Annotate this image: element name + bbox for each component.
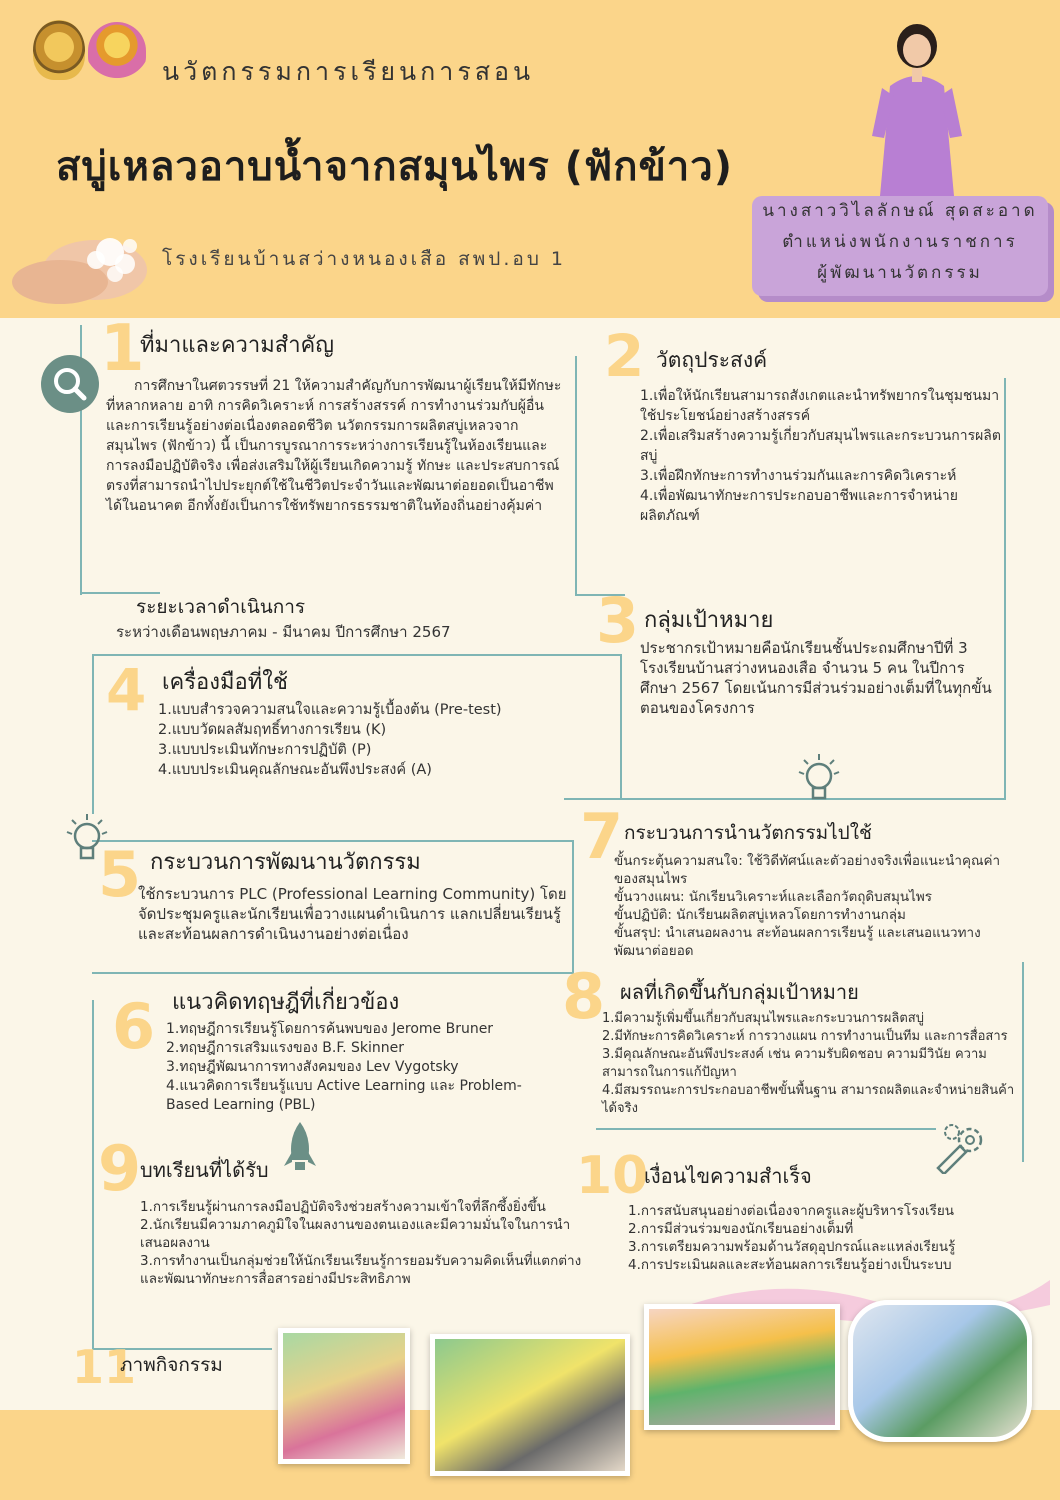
list-item: ขั้นกระตุ้นความสนใจ: ใช้วิดีทัศน์และตัวอย่างจริงเพื่อแนะนำคุณค่าของสมุนไพร [614, 853, 1001, 887]
list-item: ขั้นปฏิบัติ: นักเรียนผลิตสบู่เหลวโดยการทำงานกลุ่ม [614, 907, 906, 923]
list-item: 1.การเรียนรู้ผ่านการลงมือปฏิบัติจริงช่วยสร้างความเข้าใจที่ลึกซึ้งยิ่งขึ้น [140, 1199, 546, 1215]
soap-hands-illustration [0, 212, 160, 312]
section-number: 3 [596, 584, 640, 657]
author-portrait [862, 16, 972, 198]
list-item: 2.ทฤษฎีการเสริมแรงของ B.F. Skinner [166, 1040, 405, 1056]
page-title: สบู่เหลวอาบน้ำจากสมุนไพร (ฟักข้าว) [56, 144, 733, 190]
list-item: 1.มีความรู้เพิ่มขึ้นเกี่ยวกับสมุนไพรและกระบวนการผลิตสบู่ [602, 1011, 924, 1026]
divider-line [572, 840, 574, 972]
divider-line [92, 972, 574, 974]
section-body: ใช้กระบวนการ PLC (Professional Learning Community) โดยจัดประชุมครูและนักเรียนเพื่อวางแผนดำเนินการ แลกเปลี่ยนเรียนรู้ และสะท้อนผลการดำเนินงานอย่างต่อเนื่อง [138, 885, 567, 943]
list-item: 3.แบบประเมินทักษะการปฏิบัติ (P) [158, 742, 372, 758]
list-item: 3.การทำงานเป็นกลุ่มช่วยให้นักเรียนเรียนรู้การยอมรับความคิดเห็นที่แตกต่าง และพัฒนาทักษะการสื่อสารอย่างมีประสิทธิภาพ [140, 1253, 582, 1287]
list-item: ขั้นวางแผน: นักเรียนวิเคราะห์และเลือกวัตถุดิบสมุนไพร [614, 889, 933, 905]
activity-photo [430, 1334, 630, 1476]
section-title: เงื่อนไขความสำเร็จ [644, 1164, 812, 1188]
section-number: 11 [72, 1340, 137, 1394]
divider-line [92, 840, 572, 842]
objectives-list [640, 386, 1008, 526]
header-subtitle: นวัตกรรมการเรียนการสอน [162, 57, 535, 86]
section-number: 10 [576, 1146, 649, 1206]
lessons-list [140, 1198, 590, 1288]
activity-photo [278, 1328, 410, 1464]
author-position: ตำแหน่งพนักงานราชการ [782, 232, 1018, 252]
section-number: 4 [106, 656, 147, 724]
list-item: 1.การสนับสนุนอย่างต่อเนื่องจากครูและผู้บริหารโรงเรียน [628, 1203, 954, 1219]
list-item: 2.นักเรียนมีความภาคภูมิใจในผลงานของตนเองและมีความมั่นใจในการนำเสนอผลงาน [140, 1217, 571, 1251]
school-name: โรงเรียนบ้านสว่างหนองเสือ สพป.อบ 1 [162, 248, 567, 270]
list-item: 2.มีทักษะการคิดวิเคราะห์ การวางแผน การทำงานเป็นทีม และการสื่อสาร [602, 1029, 1008, 1044]
section-title: กระบวนการนำนวัตกรรมไปใช้ [624, 822, 872, 844]
author-role: ผู้พัฒนานวัตกรรม [817, 263, 983, 283]
list-item: 1.แบบสำรวจความสนใจและความรู้เบื้องต้น (Pre-test) [158, 702, 502, 718]
section-title: เครื่องมือที่ใช้ [162, 670, 288, 695]
duration-title: ระยะเวลาดำเนินการ [136, 596, 306, 618]
success-conditions-list [628, 1202, 1028, 1274]
list-item: 4.แนวคิดการเรียนรู้แบบ Active Learning และ Problem-Based Learning (PBL) [166, 1078, 522, 1113]
section-title: บทเรียนที่ได้รับ [140, 1158, 269, 1182]
section-number: 8 [562, 960, 606, 1033]
activity-photo [848, 1300, 1032, 1442]
list-item: 2.แบบวัดผลสัมฤทธิ์ทางการเรียน (K) [158, 722, 387, 738]
outcomes-list [602, 1010, 1018, 1118]
section-title: ที่มาและความสำคัญ [140, 333, 335, 358]
section-title: ผลที่เกิดขึ้นกับกลุ่มเป้าหมาย [620, 980, 859, 1004]
school-emblem-logo [33, 20, 85, 80]
list-item: 3.มีคุณลักษณะอันพึงประสงค์ เช่น ความรับผิดชอบ ความมีวินัย ความสามารถในการแก้ปัญหา [602, 1047, 987, 1080]
lightbulb-icon [794, 752, 844, 810]
search-icon [40, 354, 100, 414]
section-number: 5 [98, 838, 142, 911]
section-number: 2 [604, 322, 645, 390]
rocket-icon [282, 1120, 318, 1176]
list-item: 4.แบบประเมินคุณลักษณะอันพึงประสงค์ (A) [158, 762, 432, 778]
divider-line [564, 798, 1006, 800]
section-number: 1 [100, 312, 145, 386]
list-item: 1.เพื่อให้นักเรียนสามารถสังเกตและนำทรัพยากรในชุมชนมาใช้ประโยชน์อย่างสร้างสรรค์ [640, 388, 1000, 424]
divider-line [92, 654, 94, 814]
section-title: กระบวนการพัฒนานวัตกรรม [150, 850, 421, 875]
list-item: 4.เพื่อพัฒนาทักษะการประกอบอาชีพและการจำหน่ายผลิตภัณฑ์ [640, 488, 959, 524]
section-title: วัตถุประสงค์ [656, 348, 768, 372]
section-body: การศึกษาในศตวรรษที่ 21 ให้ความสำคัญกับการพัฒนาผู้เรียนให้มีทักษะที่หลากหลาย อาทิ การคิดวิเคราะห์ การสร้างสรรค์ การทำงานร่วมกับผู้อื่น และการเรียนรู้อย่างต่อเนื่องตลอดชีวิต นวัตกรรมการผลิตสบู่เหลวจากสมุนไพร (ฟักข้าว) นี้ เป็นการบูรณาการระหว่างการเรียนรู้ในห้องเรียนและการลงมือปฏิบัติจริง เพื่อส่งเสริมให้ผู้เรียนเกิดความรู้ ทักษะ และประสบการณ์ตรงที่สามารถนำไปประยุกต์ใช้ในชีวิตประจำวันและพัฒนาต่อยอดเป็นอาชีพได้ในอนาคต อีกทั้งยังเป็นการใช้ทรัพยากรธรรมชาติในท้องถิ่นอย่างคุ้มค่า [106, 378, 562, 514]
section-title: กลุ่มเป้าหมาย [644, 608, 774, 633]
section-title: ภาพกิจกรรม [120, 1354, 223, 1376]
section-number: 7 [580, 800, 624, 873]
divider-line [575, 356, 577, 596]
activity-photo [644, 1304, 840, 1430]
list-item: 2.การมีส่วนร่วมของนักเรียนอย่างเต็มที่ [628, 1221, 854, 1237]
duration-body: ระหว่างเดือนพฤษภาคม - มีนาคม ปีการศึกษา 2567 [116, 623, 451, 641]
list-item: 3.ทฤษฎีพัฒนาการทางสังคมของ Lev Vygotsky [166, 1059, 459, 1075]
tools-list [158, 700, 598, 780]
author-name: นางสาววิไลลักษณ์ สุดสะอาด [762, 201, 1038, 221]
author-name-box [752, 196, 1048, 296]
list-item: ขั้นสรุป: นำเสนอผลงาน สะท้อนผลการเรียนรู้ และเสนอแนวทางพัฒนาต่อยอด [614, 925, 981, 959]
gears-pencil-icon [930, 1118, 994, 1174]
divider-line [596, 1128, 936, 1130]
section-body: ประชากรเป้าหมายคือนักเรียนชั้นประถมศึกษาปีที่ 3 โรงเรียนบ้านสว่างหนองเสือ จำนวน 5 คน ในปีการศึกษา 2567 โดยเน้นการมีส่วนร่วมอย่างเต็มที่ในทุกขั้นตอนของโครงการ [640, 639, 992, 717]
list-item: 4.การประเมินผลและสะท้อนผลการเรียนรู้อย่างเป็นระบบ [628, 1257, 952, 1273]
divider-line [92, 1000, 94, 1350]
list-item: 2.เพื่อเสริมสร้างความรู้เกี่ยวกับสมุนไพรและกระบวนการผลิตสบู่ [640, 428, 1001, 464]
list-item: 1.ทฤษฎีการเรียนรู้โดยการค้นพบของ Jerome Bruner [166, 1021, 494, 1037]
section-number: 6 [112, 990, 156, 1063]
theories-list [166, 1020, 556, 1115]
implementation-list [614, 852, 1004, 960]
section-number: 9 [98, 1132, 142, 1205]
divider-line [1022, 962, 1024, 1162]
education-office-emblem-logo [88, 22, 146, 80]
list-item: 3.การเตรียมความพร้อมด้านวัสดุอุปกรณ์และแหล่งเรียนรู้ [628, 1239, 956, 1255]
list-item: 3.เพื่อฝึกทักษะการทำงานร่วมกันและการคิดวิเคราะห์ [640, 468, 957, 484]
divider-line [620, 654, 622, 799]
divider-line [92, 654, 622, 656]
list-item: 4.มีสมรรถนะการประกอบอาชีพขั้นพื้นฐาน สามารถผลิตและจำหน่ายสินค้าได้จริง [602, 1083, 1015, 1116]
section-title: แนวคิดทฤษฎีที่เกี่ยวข้อง [172, 990, 400, 1015]
